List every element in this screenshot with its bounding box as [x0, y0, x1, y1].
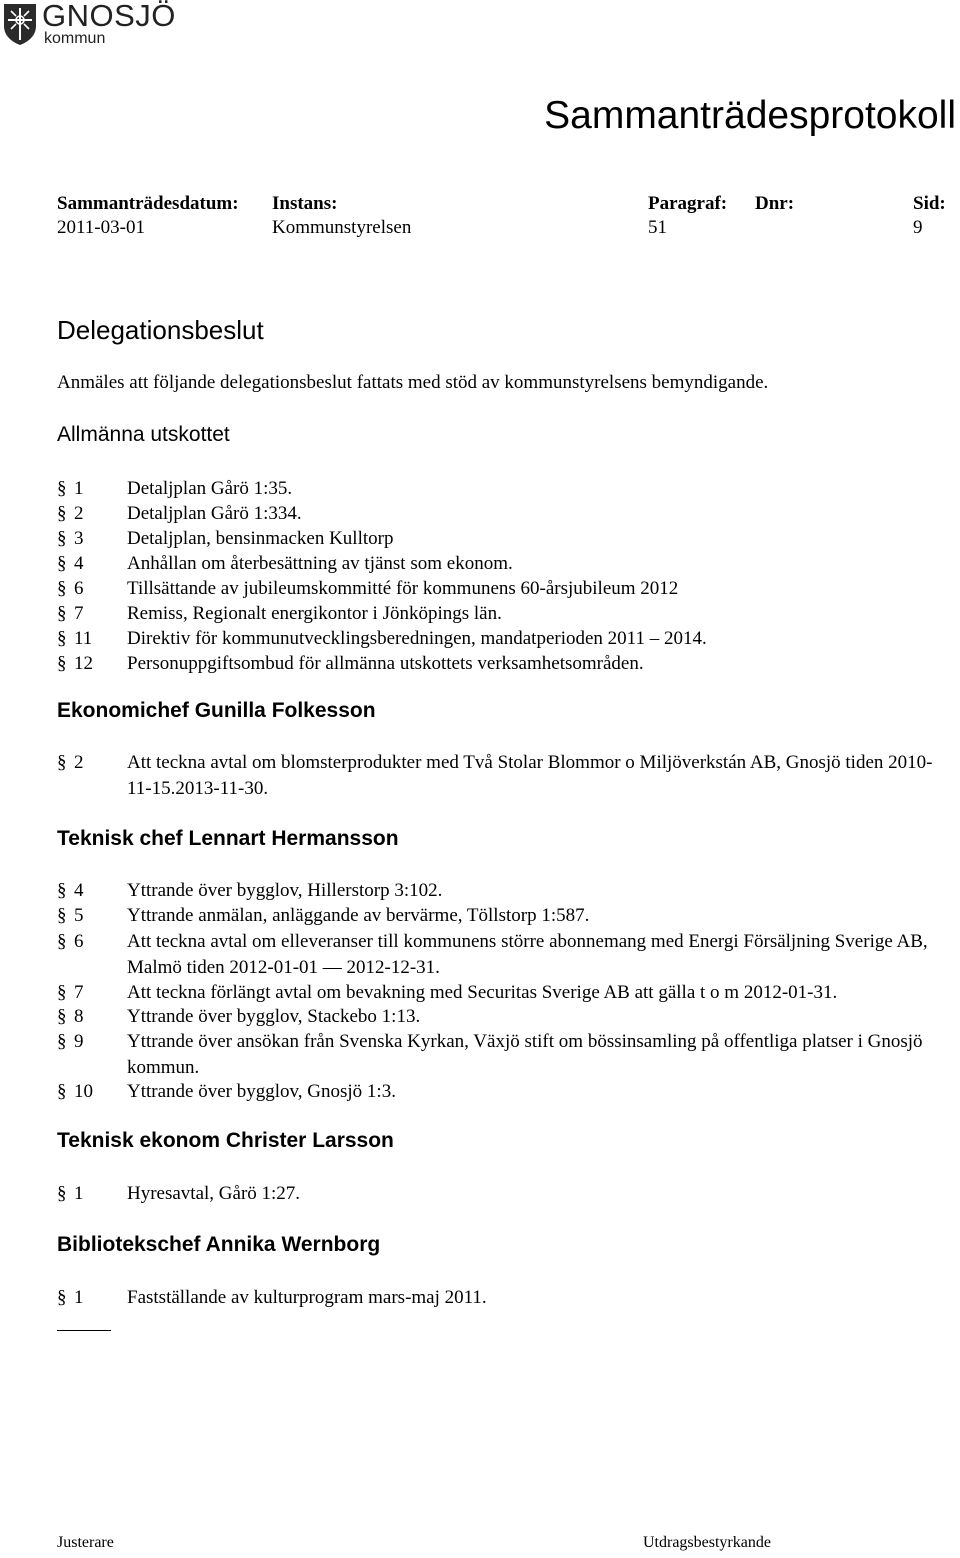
page-label: Sid: — [913, 193, 946, 214]
item-number: 2 — [74, 503, 84, 524]
paragraph-mark: § — [57, 1006, 67, 1027]
dnr-label: Dnr: — [755, 193, 795, 214]
item-number: 3 — [74, 528, 84, 549]
item-number: 7 — [74, 603, 84, 624]
paragraph-mark: § — [57, 578, 67, 599]
item-text: Att teckna avtal om blomsterprodukter med Två Stolar Blommor o Miljöverkstán AB, Gnosjö tiden 2010-11-15.2013-11-30. — [127, 752, 933, 799]
item-number: 1 — [74, 1183, 84, 1204]
section-title: Delegationsbeslut — [57, 315, 264, 345]
paragraf-value: 51 — [648, 217, 667, 238]
meeting-date-value: 2011-03-01 — [57, 217, 145, 238]
item-text: Remiss, Regionalt energikontor i Jönköpings län. — [127, 603, 502, 624]
end-rule — [57, 1330, 111, 1331]
meeting-date-label: Sammanträdesdatum: — [57, 193, 239, 214]
group-heading: Allmänna utskottet — [57, 423, 230, 446]
gnosjo-logo — [2, 2, 177, 50]
item-text: Yttrande anmälan, anläggande av bervärme, Töllstorp 1:587. — [127, 905, 590, 926]
item-text: Att teckna avtal om elleveranser till kommunens större abonnemang med Energi Försäljning Sverige AB, Malmö tiden 2012-01-01 — 2012-12-31. — [127, 931, 928, 978]
paragraph-mark: § — [57, 1183, 67, 1204]
item-number: 4 — [74, 880, 84, 901]
paragraph-mark: § — [57, 1081, 67, 1102]
intro-text: Anmäles att följande delegationsbeslut fattats med stöd av kommunstyrelsens bemyndigande. — [57, 372, 769, 393]
paragraph-mark: § — [57, 603, 67, 624]
item-number: 12 — [74, 653, 93, 674]
item-text: Detaljplan Gårö 1:35. — [127, 478, 293, 499]
group-heading: Bibliotekschef Annika Wernborg — [57, 1233, 381, 1256]
paragraph-mark: § — [57, 931, 67, 952]
item-text: Hyresavtal, Gårö 1:27. — [127, 1183, 301, 1204]
footer-justerare: Justerare — [57, 1534, 114, 1551]
paragraph-mark: § — [57, 752, 67, 773]
logo-name: GNOSJÖ — [42, 0, 176, 33]
group-heading: Teknisk ekonom Christer Larsson — [57, 1129, 394, 1152]
paragraph-mark: § — [57, 905, 67, 926]
instans-label: Instans: — [272, 193, 338, 214]
paragraph-mark: § — [57, 553, 67, 574]
footer-utdragsbestyrkande: Utdragsbestyrkande — [643, 1534, 771, 1551]
group-heading: Ekonomichef Gunilla Folkesson — [57, 699, 376, 722]
item-number: 6 — [74, 578, 84, 599]
paragraph-mark: § — [57, 1287, 67, 1308]
paragraph-mark: § — [57, 528, 67, 549]
item-text: Direktiv för kommunutvecklingsberedningen, mandatperioden 2011 – 2014. — [127, 628, 707, 649]
item-number: 8 — [74, 1006, 84, 1027]
item-text: Att teckna förlängt avtal om bevakning med Securitas Sverige AB att gälla t o m 2012-01-31. — [127, 982, 838, 1003]
item-number: 4 — [74, 553, 84, 574]
item-text: Yttrande över ansökan från Svenska Kyrkan, Växjö stift om bössinsamling på offentliga platser i Gnosjö kommun. — [127, 1031, 923, 1078]
item-number: 2 — [74, 752, 84, 773]
paragraph-mark: § — [57, 653, 67, 674]
item-number: 11 — [74, 628, 93, 649]
item-text: Yttrande över bygglov, Stackebo 1:13. — [127, 1006, 421, 1027]
document-title: Sammanträdesprotokoll — [544, 94, 956, 137]
paragraph-mark: § — [57, 478, 67, 499]
item-text: Yttrande över bygglov, Hillerstorp 3:102. — [127, 880, 443, 901]
item-text: Detaljplan, bensinmacken Kulltorp — [127, 528, 394, 549]
paragraph-mark: § — [57, 1031, 67, 1052]
item-number: 9 — [74, 1031, 84, 1052]
paragraph-mark: § — [57, 982, 67, 1003]
paragraph-mark: § — [57, 880, 67, 901]
item-number: 10 — [74, 1081, 93, 1102]
item-number: 5 — [74, 905, 84, 926]
paragraf-label: Paragraf: — [648, 193, 728, 214]
item-number: 1 — [74, 478, 84, 499]
instans-value: Kommunstyrelsen — [272, 217, 412, 238]
item-text: Detaljplan Gårö 1:334. — [127, 503, 302, 524]
item-number: 1 — [74, 1287, 84, 1308]
item-text: Anhållan om återbesättning av tjänst som ekonom. — [127, 553, 513, 574]
municipal-crest-icon — [2, 2, 38, 46]
item-text: Tillsättande av jubileumskommitté för kommunens 60-årsjubileum 2012 — [127, 578, 679, 599]
item-text: Yttrande över bygglov, Gnosjö 1:3. — [127, 1081, 396, 1102]
item-number: 7 — [74, 982, 84, 1003]
item-text: Personuppgiftsombud för allmänna utskottets verksamhetsområden. — [127, 653, 644, 674]
paragraph-mark: § — [57, 503, 67, 524]
logo-subtitle: kommun — [44, 30, 106, 47]
item-text: Fastställande av kulturprogram mars-maj 2011. — [127, 1287, 487, 1308]
page-value: 9 — [913, 217, 923, 238]
group-heading: Teknisk chef Lennart Hermansson — [57, 827, 399, 850]
item-number: 6 — [74, 931, 84, 952]
paragraph-mark: § — [57, 628, 67, 649]
